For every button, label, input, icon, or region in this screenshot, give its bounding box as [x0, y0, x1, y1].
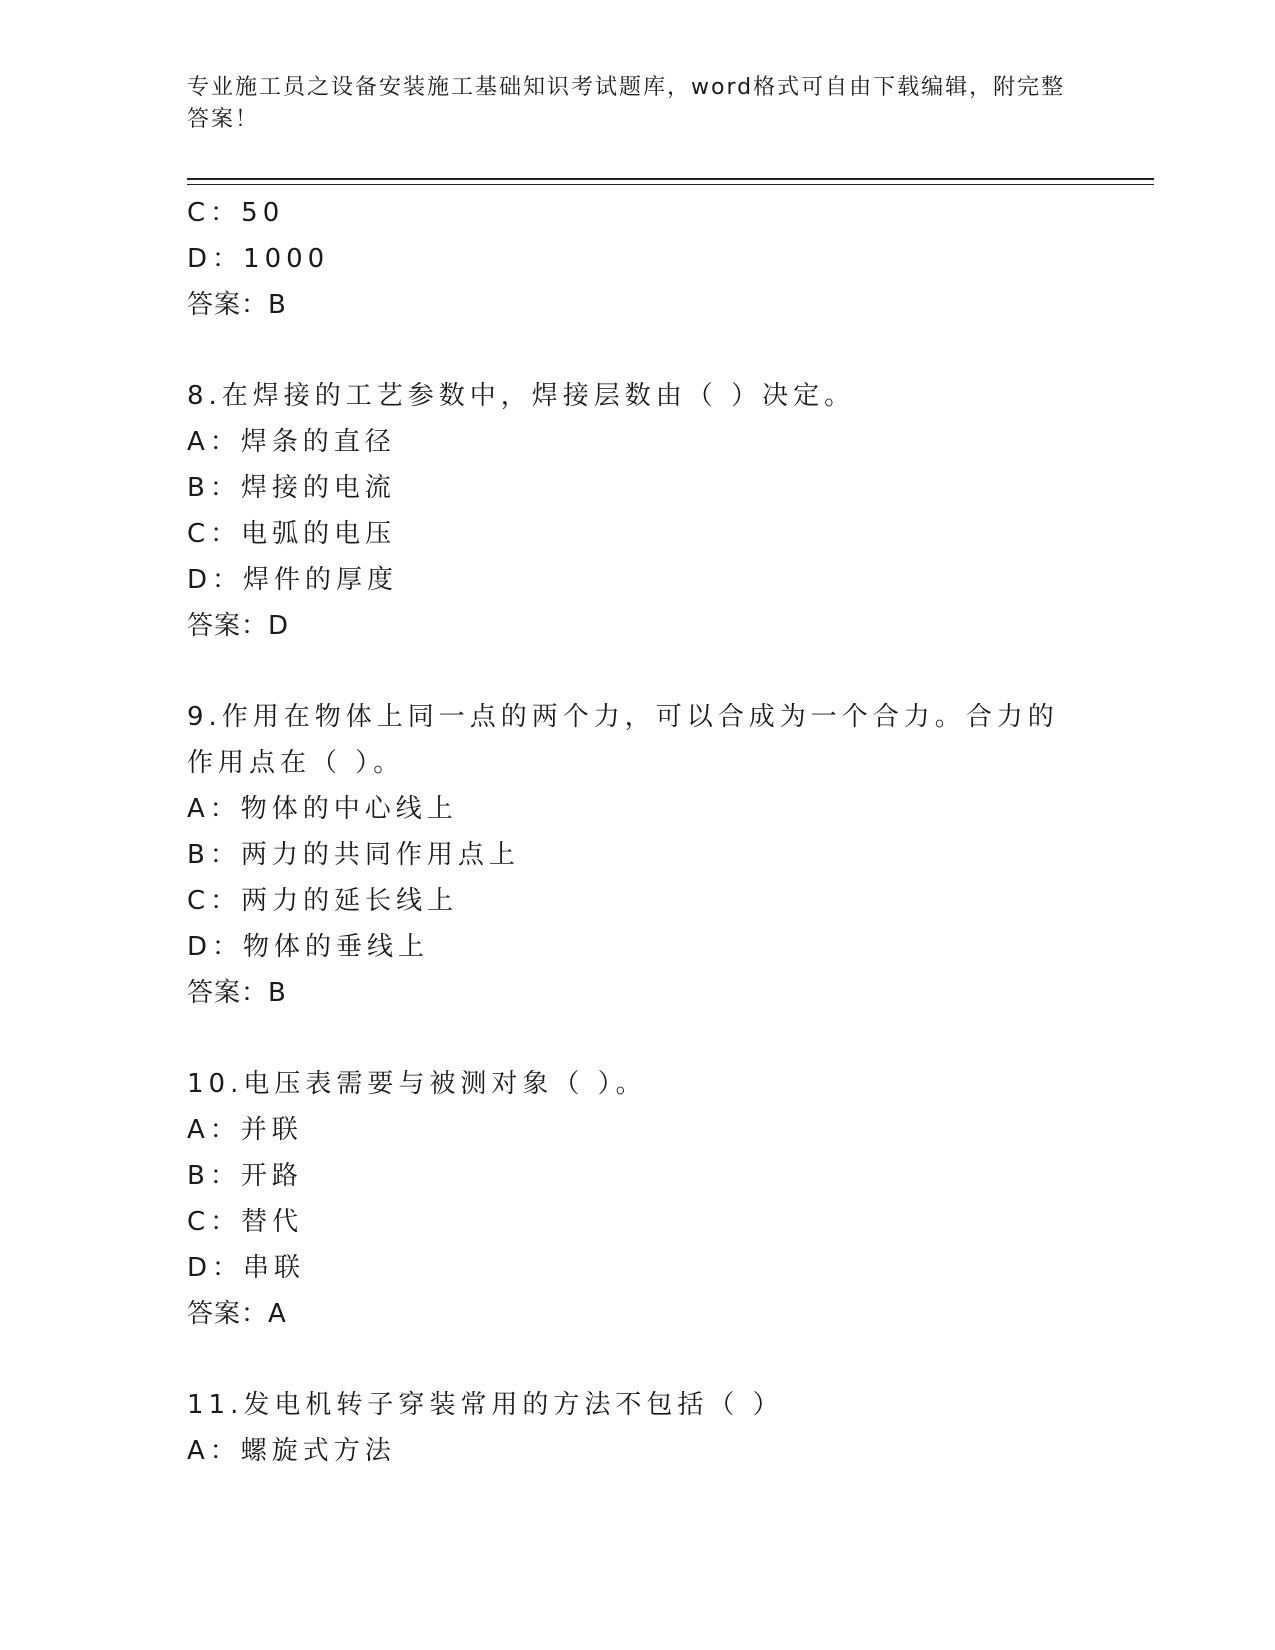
question-stem: 11.发电机转子穿装常用的方法不包括（ ）	[187, 1390, 784, 1420]
option-d: D：串联	[187, 1253, 306, 1283]
option-a: A：焊条的直径	[187, 427, 396, 457]
carry-over-block	[187, 190, 1087, 328]
option-a: A：螺旋式方法	[187, 1436, 396, 1466]
question-stem: 9.作用在物体上同一点的两个力，可以合成为一个合力。合力的作用点在（ ）。	[187, 702, 1059, 778]
option-a: A：并联	[187, 1115, 303, 1145]
answer-line: 答案：A	[187, 1299, 287, 1329]
spacer	[187, 649, 1087, 694]
option-d: D：物体的垂线上	[187, 932, 430, 962]
option-d: D：焊件的厚度	[187, 565, 399, 595]
option-c: C：两力的延长线上	[187, 886, 459, 916]
option-b: B：两力的共同作用点上	[187, 840, 520, 870]
option-c: C：50	[187, 198, 285, 228]
question-list	[187, 190, 1087, 1474]
option-d: D：1000	[187, 244, 330, 274]
option-b: B：开路	[187, 1161, 303, 1191]
header-rule-thin	[187, 184, 1154, 185]
question-stem: 10.电压表需要与被测对象（ ）。	[187, 1069, 647, 1099]
option-c: C：电弧的电压	[187, 519, 397, 549]
answer-line: 答案：D	[187, 611, 290, 641]
spacer	[187, 1016, 1087, 1061]
question-8	[187, 373, 1087, 649]
spacer	[187, 328, 1087, 373]
document-header: 专业施工员之设备安装施工基础知识考试题库，word格式可自由下载编辑，附完整答案！	[187, 75, 1066, 132]
question-10	[187, 1061, 1087, 1337]
answer-line: 答案：B	[187, 978, 287, 1008]
option-b: B：焊接的电流	[187, 473, 396, 503]
header-rule-thick	[187, 178, 1154, 180]
spacer	[187, 1337, 1087, 1382]
question-9	[187, 694, 1087, 1016]
option-c: C：替代	[187, 1207, 304, 1237]
answer-line: 答案：B	[187, 290, 287, 320]
option-a: A：物体的中心线上	[187, 794, 458, 824]
question-11	[187, 1382, 1087, 1474]
question-stem: 8.在焊接的工艺参数中，焊接层数由（ ）决定。	[187, 381, 856, 411]
